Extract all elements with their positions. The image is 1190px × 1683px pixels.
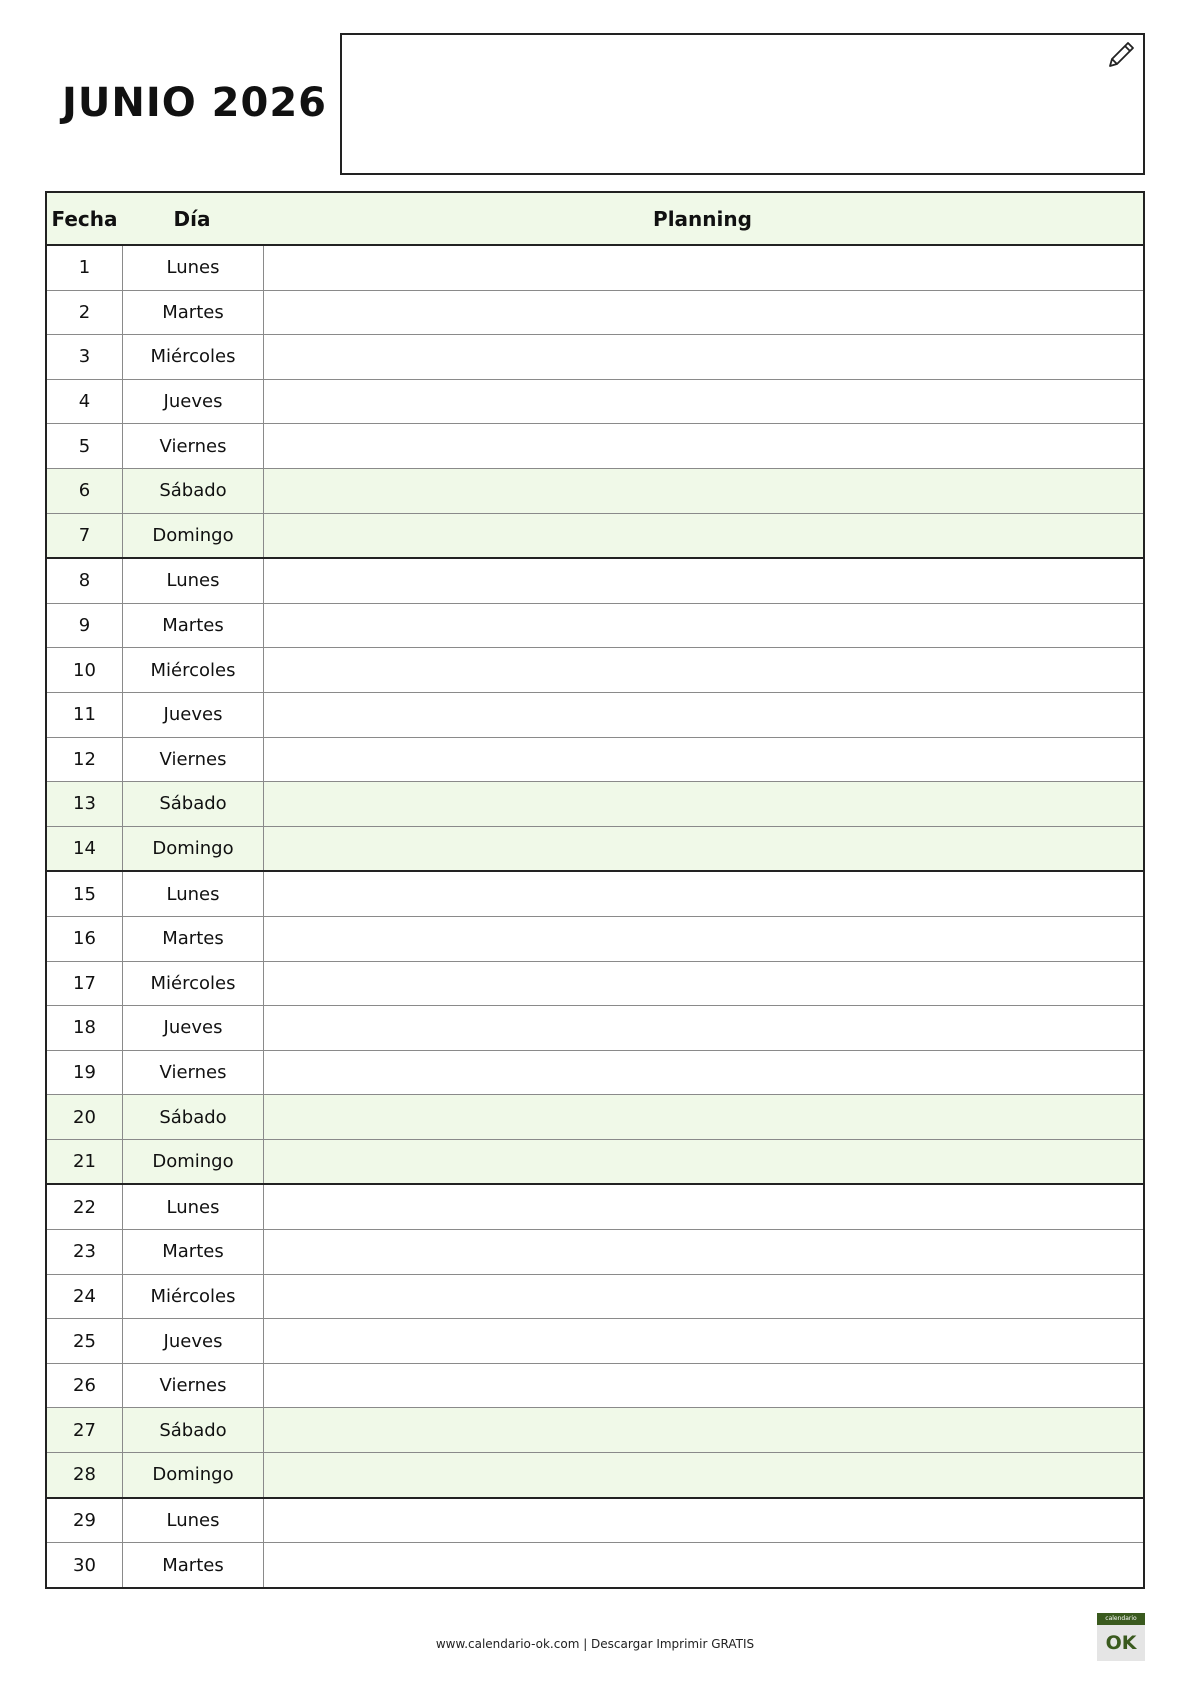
planning-cell[interactable]: [264, 917, 1143, 961]
table-row: [47, 559, 1143, 604]
date-cell: 7: [47, 514, 123, 558]
date-cell: 27: [47, 1408, 123, 1452]
date-cell: 18: [47, 1006, 123, 1050]
day-cell: Lunes: [123, 872, 264, 916]
date-cell: 26: [47, 1364, 123, 1408]
day-cell: Miércoles: [123, 648, 264, 692]
planning-cell[interactable]: [264, 827, 1143, 871]
table-row: [47, 917, 1143, 962]
day-cell: Domingo: [123, 514, 264, 558]
day-cell: Lunes: [123, 1499, 264, 1543]
day-cell: Sábado: [123, 469, 264, 513]
table-row: [47, 1543, 1143, 1587]
planning-table: [45, 191, 1145, 1589]
planning-cell[interactable]: [264, 693, 1143, 737]
planning-cell[interactable]: [264, 1453, 1143, 1497]
planning-cell[interactable]: [264, 469, 1143, 513]
planning-cell[interactable]: [264, 1051, 1143, 1095]
date-cell: 22: [47, 1185, 123, 1229]
date-cell: 11: [47, 693, 123, 737]
table-row: [47, 424, 1143, 469]
planning-cell[interactable]: [264, 424, 1143, 468]
table-row: [47, 1275, 1143, 1320]
planning-cell[interactable]: [264, 1140, 1143, 1184]
table-row: [47, 1499, 1143, 1544]
planning-cell[interactable]: [264, 1408, 1143, 1452]
table-row: [47, 1051, 1143, 1096]
day-cell: Miércoles: [123, 962, 264, 1006]
day-cell: Jueves: [123, 380, 264, 424]
header-planning: Planning: [653, 206, 752, 231]
date-cell: 12: [47, 738, 123, 782]
table-row: [47, 246, 1143, 291]
table-row: [47, 1140, 1143, 1186]
planning-cell[interactable]: [264, 1006, 1143, 1050]
planning-cell[interactable]: [264, 291, 1143, 335]
planning-cell[interactable]: [264, 1543, 1143, 1587]
date-cell: 9: [47, 604, 123, 648]
table-row: [47, 648, 1143, 693]
table-row: [47, 291, 1143, 336]
table-row: [47, 604, 1143, 649]
day-cell: Domingo: [123, 827, 264, 871]
planning-cell[interactable]: [264, 1499, 1143, 1543]
planning-cell[interactable]: [264, 738, 1143, 782]
table-row: [47, 335, 1143, 380]
pencil-icon: [1103, 39, 1137, 73]
planning-cell[interactable]: [264, 782, 1143, 826]
day-cell: Viernes: [123, 738, 264, 782]
date-cell: 3: [47, 335, 123, 379]
table-row: [47, 1006, 1143, 1051]
planning-cell[interactable]: [264, 604, 1143, 648]
day-cell: Domingo: [123, 1453, 264, 1497]
date-cell: 25: [47, 1319, 123, 1363]
day-cell: Viernes: [123, 424, 264, 468]
date-cell: 5: [47, 424, 123, 468]
date-cell: 29: [47, 1499, 123, 1543]
table-row: [47, 782, 1143, 827]
table-row: [47, 827, 1143, 873]
table-row: [47, 1453, 1143, 1499]
day-cell: Viernes: [123, 1051, 264, 1095]
date-cell: 4: [47, 380, 123, 424]
day-cell: Martes: [123, 291, 264, 335]
planning-cell[interactable]: [264, 1275, 1143, 1319]
day-cell: Viernes: [123, 1364, 264, 1408]
date-cell: 15: [47, 872, 123, 916]
logo-bottom-text: OK: [1097, 1625, 1145, 1661]
day-cell: Lunes: [123, 1185, 264, 1229]
day-cell: Jueves: [123, 693, 264, 737]
day-cell: Sábado: [123, 782, 264, 826]
day-cell: Martes: [123, 917, 264, 961]
planning-cell[interactable]: [264, 335, 1143, 379]
day-cell: Sábado: [123, 1095, 264, 1139]
site-logo: [1097, 1613, 1145, 1661]
page-title: JUNIO 2026: [62, 80, 327, 126]
planning-cell[interactable]: [264, 1319, 1143, 1363]
table-row: [47, 1230, 1143, 1275]
table-row: [47, 1408, 1143, 1453]
notes-box[interactable]: [340, 33, 1145, 175]
planning-cell[interactable]: [264, 1095, 1143, 1139]
date-cell: 1: [47, 246, 123, 290]
logo-top-text: calendario: [1097, 1613, 1145, 1625]
table-row: [47, 738, 1143, 783]
header-fecha: Fecha: [51, 206, 118, 231]
planning-cell[interactable]: [264, 962, 1143, 1006]
date-cell: 24: [47, 1275, 123, 1319]
planning-cell[interactable]: [264, 380, 1143, 424]
planning-cell[interactable]: [264, 1364, 1143, 1408]
day-cell: Jueves: [123, 1319, 264, 1363]
date-cell: 2: [47, 291, 123, 335]
day-cell: Miércoles: [123, 335, 264, 379]
day-cell: Jueves: [123, 1006, 264, 1050]
date-cell: 17: [47, 962, 123, 1006]
date-cell: 8: [47, 559, 123, 603]
day-cell: Martes: [123, 1230, 264, 1274]
day-cell: Domingo: [123, 1140, 264, 1184]
footer-text: www.calendario-ok.com | Descargar Imprimir GRATIS: [435, 1637, 755, 1651]
planning-cell[interactable]: [264, 514, 1143, 558]
date-cell: 23: [47, 1230, 123, 1274]
planning-cell[interactable]: [264, 648, 1143, 692]
date-cell: 14: [47, 827, 123, 871]
table-row: [47, 1319, 1143, 1364]
date-cell: 21: [47, 1140, 123, 1184]
header-dia: Día: [173, 206, 211, 231]
date-cell: 10: [47, 648, 123, 692]
day-cell: Lunes: [123, 246, 264, 290]
table-row: [47, 1095, 1143, 1140]
day-cell: Martes: [123, 1543, 264, 1587]
date-cell: 19: [47, 1051, 123, 1095]
table-row: [47, 693, 1143, 738]
table-body: [47, 246, 1143, 1587]
date-cell: 6: [47, 469, 123, 513]
planning-cell[interactable]: [264, 1185, 1143, 1229]
planning-cell[interactable]: [264, 1230, 1143, 1274]
date-cell: 28: [47, 1453, 123, 1497]
table-row: [47, 1185, 1143, 1230]
date-cell: 20: [47, 1095, 123, 1139]
planning-cell[interactable]: [264, 559, 1143, 603]
table-row: [47, 962, 1143, 1007]
date-cell: 16: [47, 917, 123, 961]
planning-cell[interactable]: [264, 872, 1143, 916]
table-row: [47, 469, 1143, 514]
date-cell: 30: [47, 1543, 123, 1587]
table-header: [47, 193, 1143, 246]
table-row: [47, 872, 1143, 917]
planning-cell[interactable]: [264, 246, 1143, 290]
day-cell: Lunes: [123, 559, 264, 603]
day-cell: Sábado: [123, 1408, 264, 1452]
table-row: [47, 1364, 1143, 1409]
table-row: [47, 380, 1143, 425]
date-cell: 13: [47, 782, 123, 826]
table-row: [47, 514, 1143, 560]
day-cell: Miércoles: [123, 1275, 264, 1319]
day-cell: Martes: [123, 604, 264, 648]
